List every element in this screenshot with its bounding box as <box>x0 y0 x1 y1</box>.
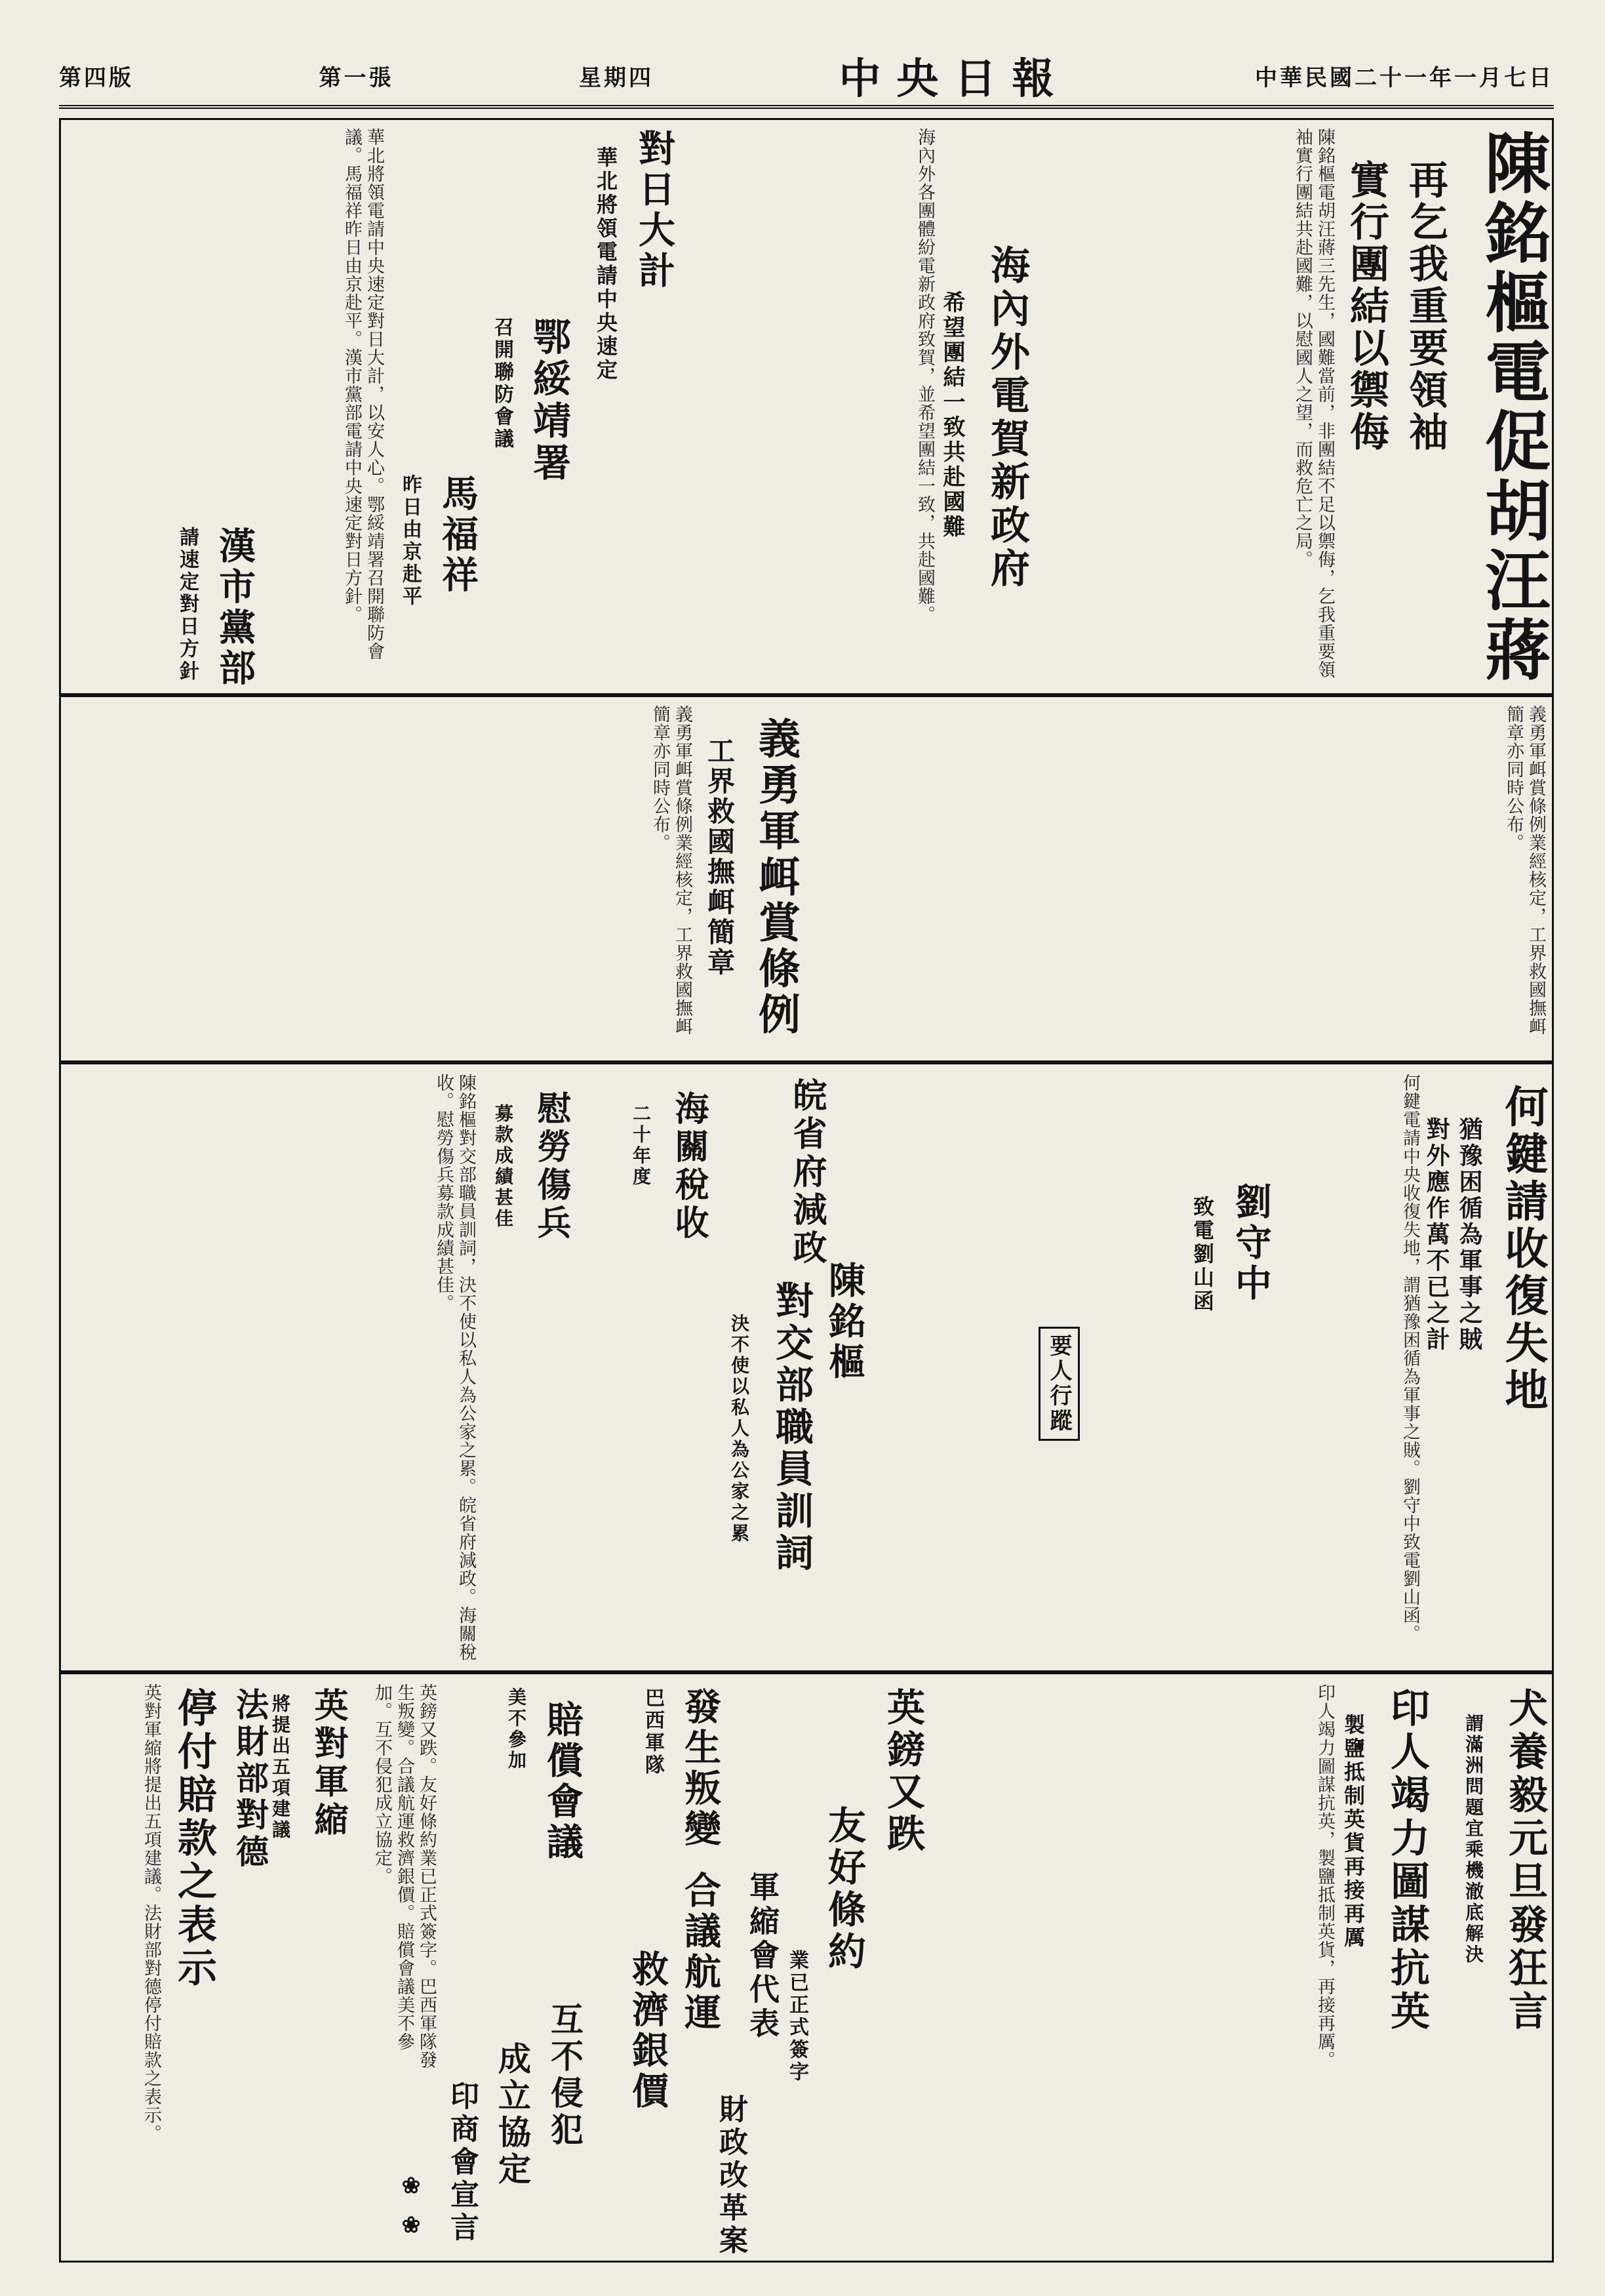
col2-headline-2: 鄂綏靖署 <box>526 317 571 485</box>
bottom-mid-subhead-4: 巴西軍隊 <box>641 1687 664 1777</box>
mid-left-subhead-1: 對交部職員訓詞 <box>769 1281 814 1575</box>
col2-subhead-3: 昨日由京赴平 <box>399 474 422 608</box>
bottom-left-headline-3: 停付賠款之表示 <box>171 1687 217 1990</box>
right-top-body: 義勇軍衈賞條例業經核定，工界救國撫衈簡章亦同時公布。 <box>1503 705 1546 1036</box>
bottom-mid-headline-11: 印商會宣言 <box>445 2081 479 2245</box>
mid-left-body-1: 決不使以私人為公家之累 <box>728 1314 750 1544</box>
col2-headline-4: 漢市黨部 <box>213 527 256 689</box>
second-section <box>59 695 1554 1062</box>
col2-subhead-4: 請速定對日方針 <box>176 527 199 683</box>
lead-body: 陳銘樞電胡汪蔣三先生，國難當前，非團結不足以禦侮，乞我重要領袖實行團結共赴國難，以慰國人之望，而救危亡之局。 <box>1292 128 1335 679</box>
bottom-mid-headline-4: 發生叛變 <box>679 1687 722 1850</box>
bottom-mid-headline-8: 互不侵犯 <box>545 2002 584 2149</box>
right-top-headline: 義勇軍衈賞條例 <box>751 717 801 1038</box>
lead-subhead-2: 實行團結以禦侮 <box>1343 159 1389 453</box>
col2-subhead-1: 華北將領電請中央速定 <box>593 146 618 382</box>
left-block-body: 義勇軍衈賞條例業經核定，工界救國撫衈簡章亦同時公布。 <box>650 705 692 1036</box>
bottom-left-headline-1: 英對軍縮 <box>308 1687 348 1840</box>
mid-right-subhead-2: 致電劉山函 <box>1190 1196 1215 1314</box>
ornament: ❀ ❀ <box>398 2173 424 2241</box>
bottom-mid-headline-7: 賠償會議 <box>541 1701 584 1863</box>
bottom-right-body: 印人竭力圖謀抗英，製鹽抵制英貨，再接再厲。 <box>1315 1683 1335 2069</box>
issue-weekday: 星期四 <box>579 64 654 91</box>
mid-left-subhead-4: 募款成績甚佳 <box>492 1104 514 1230</box>
issue-date: 中華民國二十一年一月七日 <box>1255 64 1554 91</box>
third-section <box>59 1062 1554 1672</box>
mid-right-body: 何鍵電請中央收復失地，謂猶豫困循為軍事之賊。劉守中致電劉山函。 <box>1400 1074 1420 1643</box>
mid-left-subhead-3: 二十年度 <box>630 1104 652 1188</box>
right-top-subhead: 工界救國撫衈簡章 <box>703 736 736 978</box>
bottom-left-subhead-1: 將提出五項建議 <box>269 1694 291 1841</box>
bottom-left-headline-2: 法財部對德 <box>231 1687 269 1871</box>
bottom-far-right-headline: 犬養毅元旦發狂言 <box>1502 1687 1548 2034</box>
issue-page: 第四版 <box>59 64 134 91</box>
mid-left-headline-4: 慰勞傷兵 <box>531 1091 571 1243</box>
bottom-mid-subhead-7: 美不參加 <box>505 1687 527 1771</box>
col3-subhead: 希望團結一致共赴國難 <box>939 291 965 540</box>
bottom-left-body: 英對軍縮將提出五項建議。法財部對德停付賠款之表示。 <box>141 1683 161 2143</box>
bottom-mid-headline-5: 合議航運 <box>679 1871 722 2034</box>
col3-headline: 海內外電賀新政府 <box>984 245 1030 591</box>
col2-body: 華北將領電請中央速定對日大計，以安人心。鄂綏靖署召開聯防會議。馬福祥昨日由京赴平。漢市黨部電請中央速定對日方針。 <box>342 128 384 660</box>
mid-right-headline-1: 何鍵請收復失地 <box>1497 1084 1549 1415</box>
bottom-mid-headline-1: 英鎊又跌 <box>881 1687 925 1855</box>
col2-headline-3: 馬福祥 <box>436 474 479 596</box>
bottom-far-right-subhead: 謂滿洲問題宜乘機澈底解決 <box>1463 1714 1484 1965</box>
mid-left-headline-3: 海關稅收 <box>669 1091 709 1243</box>
bottom-mid-body: 英鎊又跌。友好條約業已正式簽字。巴西軍隊發生叛變。合議航運救濟銀價。賠償會議美不參加。互不侵犯成立協定。 <box>372 1683 437 2069</box>
bottom-right-headline: 印人竭力圖謀抗英 <box>1384 1687 1430 2034</box>
mid-left-headline-1: 陳銘樞 <box>823 1261 866 1383</box>
col3-body: 海內外各團體紛電新政府致賀，並希望團結一致，共赴國難。 <box>915 128 935 624</box>
masthead <box>59 46 1554 109</box>
paper-name: 中央日報 <box>839 54 1070 104</box>
bottom-mid-headline-2: 友好條約 <box>822 1805 866 1973</box>
mid-left-headline-2: 皖省府減政 <box>787 1078 827 1268</box>
mid-right-subhead-1: 猶豫困循為軍事之賊 <box>1456 1117 1483 1353</box>
bottom-section <box>59 1672 1554 2263</box>
bottom-mid-headline-10: 財政改革案 <box>714 2094 747 2258</box>
col2-subhead-2: 召開聯防會議 <box>490 317 513 451</box>
lead-subhead-1: 再乞我重要領袖 <box>1402 159 1448 453</box>
mid-left-body: 陳銘樞對交部職員訓詞，決不使以私人為公家之累。皖省府減政。海關稅收。慰勞傷兵募款成績甚佳。 <box>433 1074 476 1661</box>
bottom-mid-subhead-2: 業已正式簽字 <box>785 1950 808 2084</box>
travel-box: 要人行蹤 <box>1039 1327 1080 1441</box>
issue-sheet: 第一張 <box>319 64 394 91</box>
bottom-mid-headline-3: 軍縮會代表 <box>745 1871 780 2042</box>
bottom-mid-headline-9: 成立協定 <box>493 2042 532 2188</box>
newspaper-page <box>59 46 1554 2263</box>
lead-headline: 陳銘樞電促胡汪蔣 <box>1474 129 1551 685</box>
col2-headline-1: 對日大計 <box>633 129 676 292</box>
bottom-mid-headline-6: 救濟銀價 <box>626 1950 669 2112</box>
mid-right-headline-2: 劉守中 <box>1229 1182 1273 1304</box>
mid-right-subhead-1b: 對外應作萬不已之計 <box>1423 1117 1450 1353</box>
bottom-right-subhead: 製鹽抵制英貨再接再厲 <box>1341 1714 1366 1950</box>
top-section <box>59 118 1554 695</box>
